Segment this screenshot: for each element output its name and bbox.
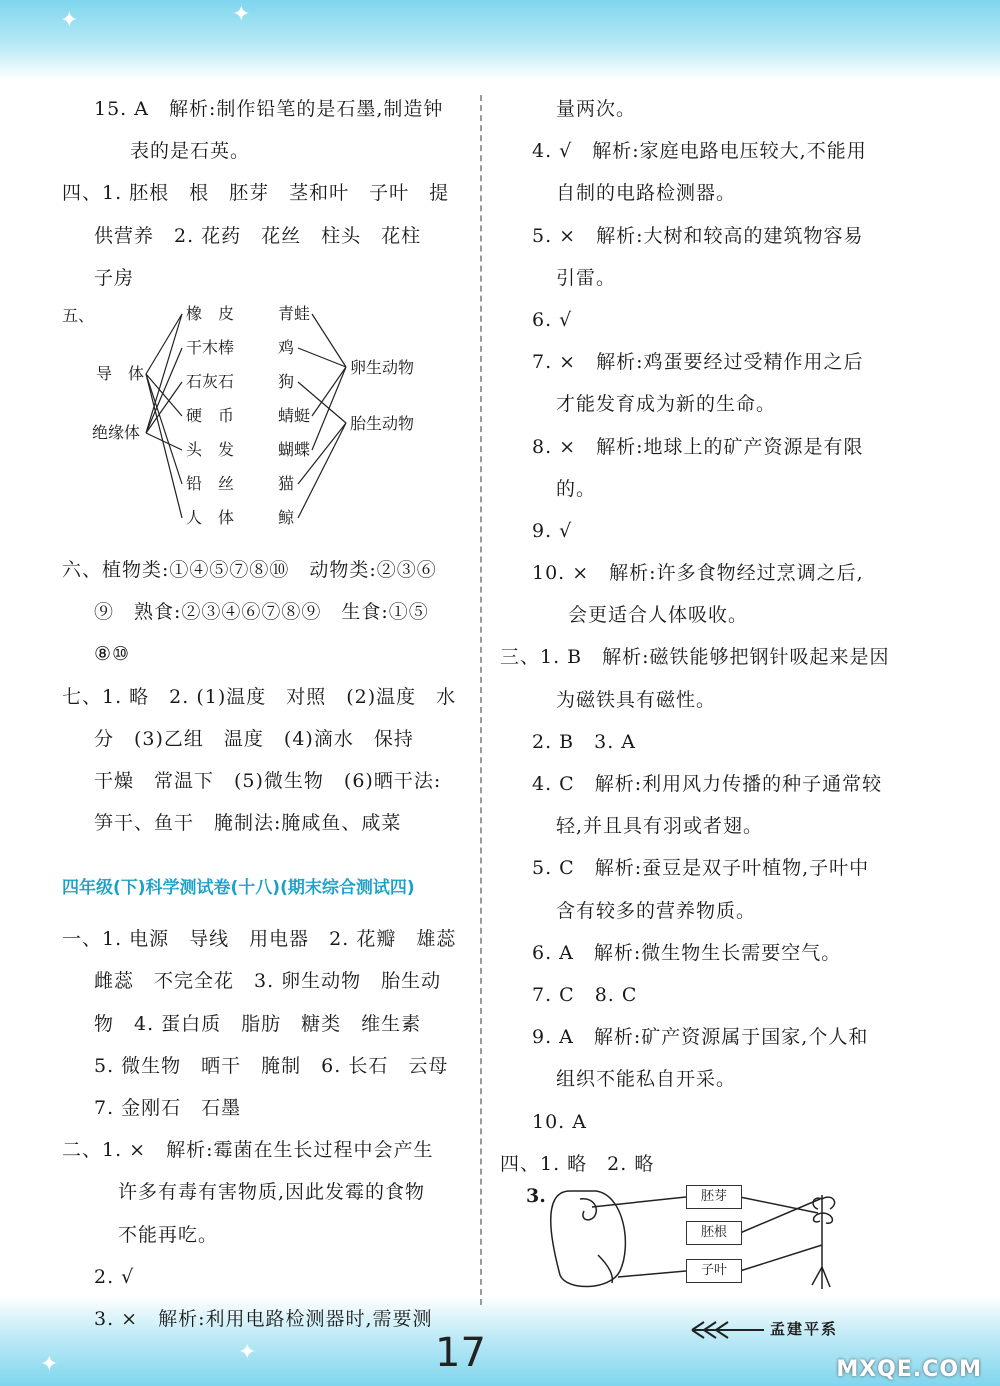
label-radicle: 胚根 (686, 1221, 742, 1245)
left-item-conductor: 导 体 (96, 363, 145, 383)
answer-line: 供营养 2. 花药 花丝 柱头 花柱 (94, 224, 422, 247)
middle-item: 铅 丝 (186, 473, 235, 493)
answer-line: 三、1. B 解析:磁铁能够把钢针吸起来是因 (500, 646, 890, 669)
left-answer-lines-2 (62, 549, 467, 844)
left-answer-lines (62, 88, 467, 299)
right-answer-lines (500, 88, 900, 1185)
top-decoration-band (0, 0, 1000, 80)
answer-line: 许多有毒有害物质,因此发霉的食物 (118, 1181, 426, 1204)
answer-line: 15. A 解析:制作铅笔的是石墨,制造钟 (94, 98, 444, 120)
answer-line: 7. C 8. C (532, 983, 638, 1006)
category-oviparous: 卵生动物 (350, 357, 415, 377)
answer-line: ⑨ 熟食:②③④⑥⑦⑧⑨ 生食:①⑤ (94, 601, 429, 624)
answer-line: 7. 金刚石 石墨 (94, 1097, 242, 1119)
answer-line: 二、1. × 解析:霉菌在生长过程中会产生 (62, 1139, 434, 1162)
answer-line: 六、植物类:①④⑤⑦⑧⑩ 动物类:②③⑥ (62, 558, 437, 581)
answer-line: 物 4. 蛋白质 脂肪 糖类 维生素 (94, 1012, 422, 1035)
answer-line: 3. × 解析:利用电路检测器时,需要测 (94, 1307, 433, 1330)
answer-line: 7. × 解析:鸡蛋要经过受精作用之后 (532, 351, 864, 374)
answer-line: 自制的电路检测器。 (556, 182, 737, 205)
label-cotyledon: 子叶 (686, 1259, 742, 1283)
answer-line: 轻,并且具有羽或者翅。 (556, 815, 764, 838)
answer-line: 6. A 解析:微生物生长需要空气。 (532, 941, 842, 964)
answer-line: 量两次。 (556, 98, 637, 120)
animal-item: 狗 (278, 371, 295, 391)
sparkle-icon: ✦ (60, 8, 79, 33)
answer-line: 笋干、鱼干 腌制法:腌咸鱼、咸菜 (94, 812, 402, 835)
answer-line: 2. B 3. A (532, 730, 637, 753)
animal-item: 蜻蜓 (278, 405, 311, 425)
sparkle-icon: ✦ (238, 1340, 257, 1365)
seed-diagram (500, 1185, 900, 1293)
middle-item: 人 体 (186, 507, 235, 527)
answer-line: 9. A 解析:矿产资源属于国家,个人和 (532, 1026, 869, 1049)
watermark: MXQE.COM (836, 1357, 982, 1382)
answer-line: 5. × 解析:大树和较高的建筑物容易 (532, 224, 864, 247)
label-plumule: 胚芽 (686, 1185, 742, 1209)
matching-diagram (62, 299, 467, 549)
section-title: 四年级(下)科学测试卷(十八)(期末综合测试四) (62, 878, 415, 899)
page-number: 17 (435, 1330, 486, 1376)
answer-line: 10. A (532, 1110, 587, 1133)
answer-line: 4. √ 解析:家庭电路电压较大,不能用 (532, 140, 867, 163)
arrow-icon (690, 1318, 766, 1342)
answer-line: 子房 (94, 266, 135, 289)
left-answer-lines-3 (62, 918, 467, 1340)
answer-line: 9. √ (532, 519, 573, 542)
answer-line: 雌蕊 不完全花 3. 卵生动物 胎生动 (94, 970, 442, 993)
footer-brand: 孟建平系 (770, 1320, 839, 1338)
answer-line: 引雷。 (556, 266, 617, 289)
answer-line: ⑧⑩ (94, 643, 131, 666)
answer-line: 6. √ (532, 308, 573, 331)
sparkle-icon: ✦ (40, 1352, 59, 1377)
sparkle-icon: ✦ (232, 2, 251, 27)
animal-item: 青蛙 (278, 303, 311, 323)
answer-line: 四、1. 略 2. 略 (500, 1152, 655, 1175)
answer-line: 表的是石英。 (130, 140, 251, 163)
answer-line: 2. √ (94, 1265, 135, 1288)
animal-item: 猫 (278, 473, 295, 493)
answer-line: 分 (3)乙组 温度 (4)滴水 保持 (94, 727, 414, 750)
answer-line: 5. C 解析:蚕豆是双子叶植物,子叶中 (532, 857, 870, 880)
answer-line: 4. C 解析:利用风力传播的种子通常较 (532, 773, 883, 795)
middle-item: 干木棒 (186, 337, 235, 357)
answer-line: 5. 微生物 晒干 腌制 6. 长石 云母 (94, 1054, 449, 1077)
category-viviparous: 胎生动物 (350, 413, 415, 433)
answer-line: 的。 (556, 477, 597, 500)
answer-line: 四、1. 胚根 根 胚芽 茎和叶 子叶 提 (62, 182, 450, 205)
middle-item: 硬 币 (186, 405, 235, 425)
animal-item: 鸡 (278, 337, 295, 357)
matching-label: 五、 (62, 305, 95, 325)
answer-line: 10. × 解析:许多食物经过烹调之后, (532, 562, 864, 585)
middle-item: 石灰石 (186, 371, 235, 391)
left-item-insulator: 绝缘体 (92, 422, 141, 442)
answer-line: 为磁铁具有磁性。 (556, 688, 717, 711)
matching-lines (62, 299, 467, 549)
left-column (62, 88, 467, 1340)
middle-item: 头 发 (186, 439, 235, 459)
diagram-number: 3. (526, 1184, 546, 1207)
answer-line: 干燥 常温下 (5)微生物 (6)晒干法: (94, 769, 442, 792)
column-divider (480, 95, 482, 1305)
answer-line: 会更适合人体吸收。 (568, 604, 749, 627)
right-column (500, 88, 900, 1293)
animal-item: 蝴蝶 (278, 439, 311, 459)
answer-line: 8. × 解析:地球上的矿产资源是有限 (532, 435, 864, 458)
answer-line: 不能再吃。 (118, 1223, 219, 1246)
middle-item: 橡 皮 (186, 303, 235, 323)
animal-item: 鲸 (278, 507, 295, 527)
answer-line: 含有较多的营养物质。 (556, 899, 757, 922)
answer-line: 才能发育成为新的生命。 (556, 393, 777, 416)
answer-line: 七、1. 略 2. (1)温度 对照 (2)温度 水 (62, 685, 457, 708)
answer-line: 一、1. 电源 导线 用电器 2. 花瓣 雄蕊 (62, 928, 457, 951)
answer-line: 组织不能私自开采。 (556, 1068, 737, 1091)
